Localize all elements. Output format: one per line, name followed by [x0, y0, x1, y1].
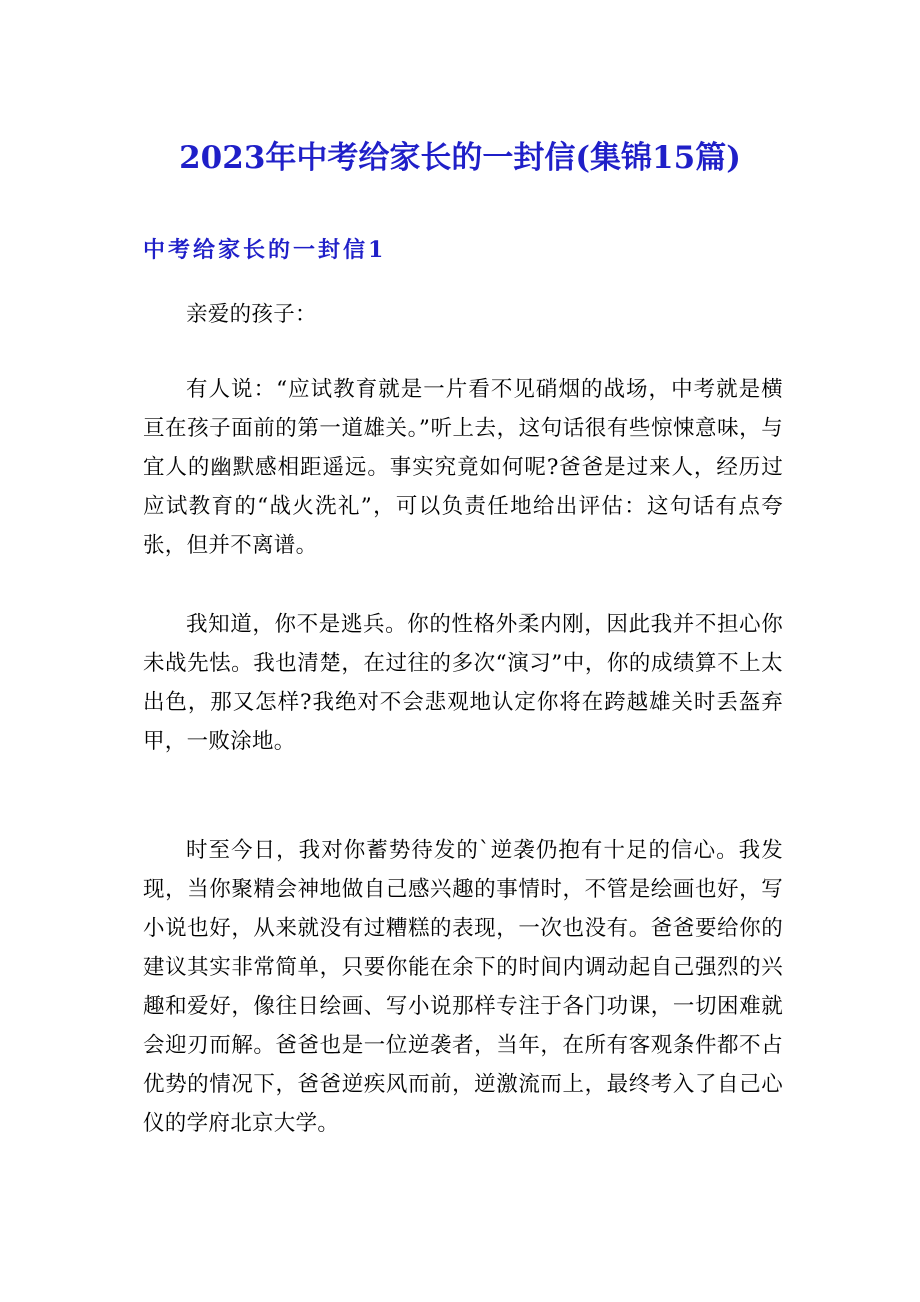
body-paragraph-3: 时至今日，我对你蓄势待发的`逆袭仍抱有十足的信心。我发现，当你聚精会神地做自己感兴趣的事情时，不管是绘画也好，写小说也好，从来就没有过糟糕的表现，一次也没有。爸爸要给你的建议其实非常简单，只要你能在余下的时间内调动起自己强烈的兴趣和爱好，像往日绘画、写小说那样专注于各门功课，一切困难就会迎刃而解。爸爸也是一位逆袭者，当年，在所有客观条件都不占优势的情况下，爸爸逆疾风而前，逆激流而上，最终考入了自己心仪的学府北京大学。 — [143, 838, 783, 1136]
section-heading: 中考给家长的一封信1 — [143, 237, 387, 263]
body-paragraph-1: 有人说：“应试教育就是一片看不见硝烟的战场，中考就是横亘在孩子面前的第一道雄关。”听上去，这句话很有些惊悚意味，与宜人的幽默感相距遥远。事实究竟如何呢?爸爸是过来人，经历过应试教育的“战火洗礼”，可以负责任地给出评估：这句话有点夸张，但并不离谱。 — [143, 377, 783, 558]
salutation-paragraph: 亲爱的孩子： — [186, 302, 317, 327]
document-title: 2023年中考给家长的一封信(集锦15篇) — [179, 140, 741, 176]
body-paragraph-2: 我知道，你不是逃兵。你的性格外柔内刚，因此我并不担心你未战先怯。我也清楚，在过往的多次“演习”中，你的成绩算不上太出色，那又怎样?我绝对不会悲观地认定你将在跨越雄关时丢盔弃甲，一败涂地。 — [143, 612, 783, 754]
